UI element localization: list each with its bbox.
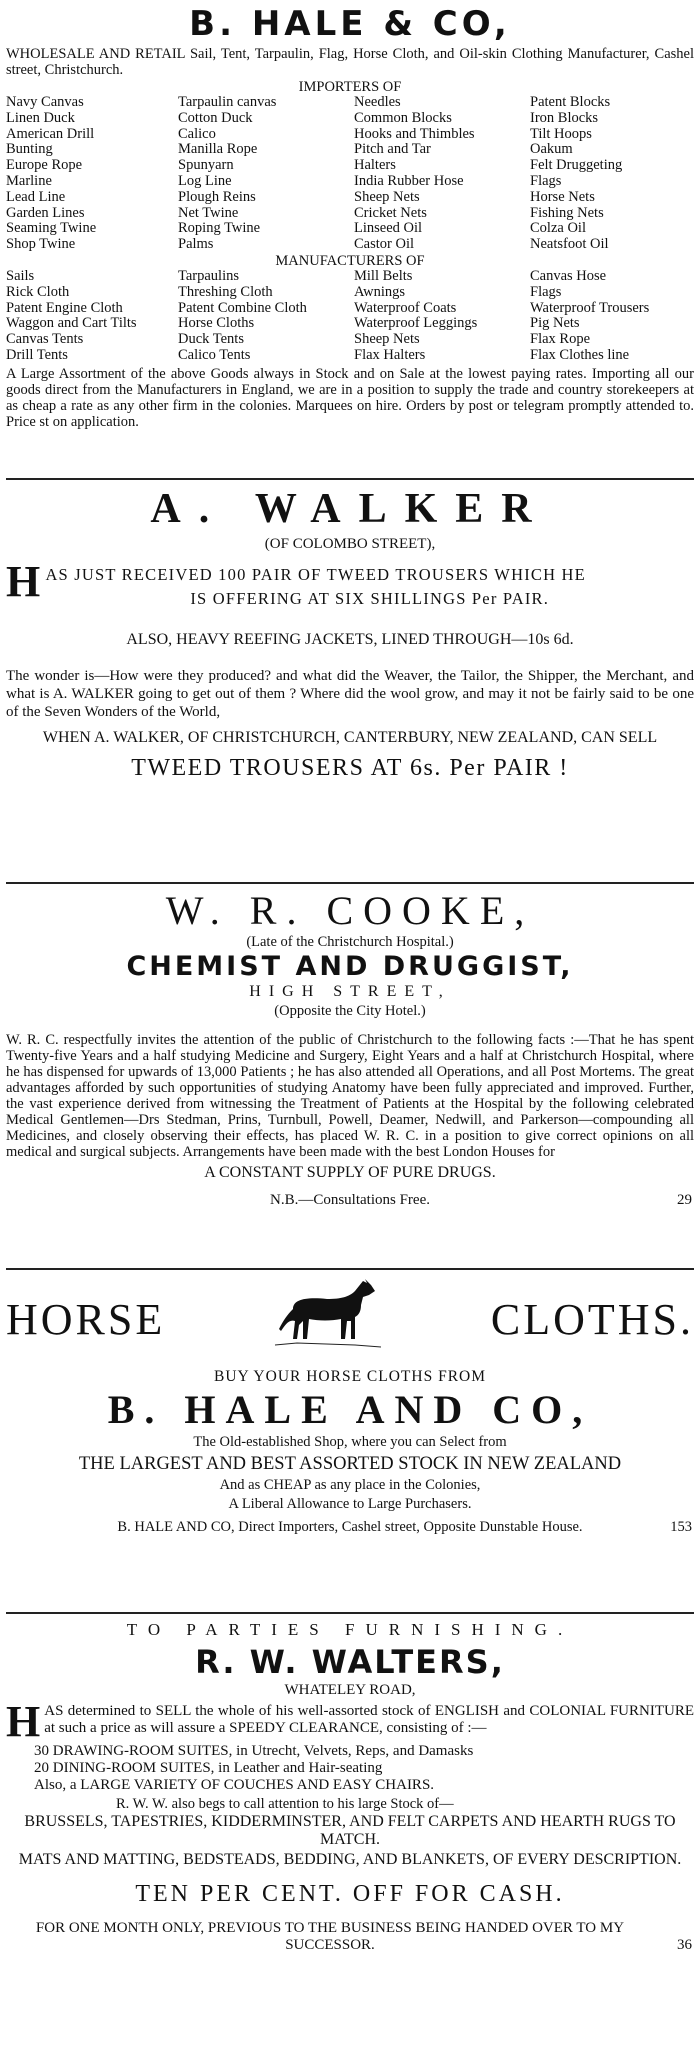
importers-item: Europe Rope bbox=[6, 158, 83, 174]
horse-firm: B. HALE AND CO, bbox=[107, 1387, 593, 1432]
cooke-body: W. R. C. respectfully invites the attention of the public of Christchurch to the following facts :—That he has spent Twenty-five Years and a half studying Medicine and Surgery, Eight Years and a half at Christchurch Hospital, where he has dispensed for upwards of 13,000 Patients ; he has also attended all Operations, and all Post Mortems. The great advantages afforded by such opportunities of studying Anatomy have been fully appreciated and improved. Further, the vast experience derived from witnessing the Treatment of Patients at the Hospital by the following celebrated Medical Gentlemen—Drs Stedman, Prins, Turnbull, Powell, Deamer, Nedwill, and Parkerson—compounding all Medicines, and closely observing their effects, has placed W. R. C. in a position to give correct opinions on all medical and surgical subjects. Arrangements have been made with the best London Houses for bbox=[6, 1032, 694, 1160]
manufacturers-item: Awnings bbox=[354, 284, 406, 300]
importers-item: Needles bbox=[354, 95, 401, 110]
importers-item: Iron Blocks bbox=[530, 110, 599, 126]
cooke-number: 29 bbox=[677, 1192, 692, 1208]
walker-ad bbox=[6, 484, 694, 782]
importers-item: Halters bbox=[354, 158, 396, 174]
importers-item: Palms bbox=[178, 237, 214, 253]
manufacturers-item: Flax Clothes line bbox=[530, 347, 630, 363]
importers-item: Calico bbox=[178, 126, 216, 142]
divider bbox=[6, 1268, 694, 1270]
manufacturers-item: Threshing Cloth bbox=[178, 284, 273, 300]
importers-item: Cricket Nets bbox=[354, 205, 427, 221]
horse-buy: BUY YOUR HORSE CLOTHS FROM bbox=[213, 1368, 487, 1385]
importers-item: Tilt Hoops bbox=[530, 126, 592, 142]
walters-intro: AS determined to SELL the whole of his well-assorted stock of ENGLISH and COLONIAL FURNITURE at such a price as will assure a SPEEDY CLEARANCE, consisting of :— bbox=[44, 1703, 694, 1736]
manufacturers-heading: MANUFACTURERS OF bbox=[275, 252, 425, 269]
manufacturers-item: Sails bbox=[6, 268, 35, 284]
importers-item: Spunyarn bbox=[178, 158, 234, 174]
walters-discount: TEN PER CENT. OFF FOR CASH. bbox=[135, 1881, 565, 1907]
hale-footer: A Large Assortment of the above Goods always in Stock and on Sale at the lowest paying rates. Importing all our goods direct from the Manufacturers in England, we are in a position to supply the trade and country storekeepers at as cheap a rate as any other firm in the colonies. Marquees on hire. Orders by post or telegram promptly attended to. Price st on application. bbox=[6, 365, 694, 430]
importers-item: Pitch and Tar bbox=[354, 142, 431, 158]
walters-month: FOR ONE MONTH ONLY, PREVIOUS TO THE BUSINESS BEING HANDED OVER TO MY SUCCESSOR. bbox=[35, 1920, 625, 1953]
importers-item: Common Blocks bbox=[354, 110, 452, 126]
walters-item2: 20 DINING-ROOM SUITES, in Leather and Hair-seating bbox=[34, 1760, 383, 1776]
importers-heading: IMPORTERS OF bbox=[298, 79, 402, 95]
walker-line2: IS OFFERING AT SIX SHILLINGS Per PAIR. bbox=[190, 589, 550, 608]
importers-item: Seaming Twine bbox=[6, 221, 97, 237]
importers-item: Castor Oil bbox=[354, 237, 415, 253]
manufacturers-item: Waterproof Trousers bbox=[530, 300, 650, 316]
walters-item3: Also, a LARGE VARIETY OF COUCHES AND EASY CHAIRS. bbox=[34, 1777, 435, 1793]
walters-mats: MATS AND MATTING, BEDSTEADS, BEDDING, AND BLANKETS, OF EVERY DESCRIPTION. bbox=[18, 1851, 682, 1868]
walters-heading: TO PARTIES FURNISHING. bbox=[126, 1620, 574, 1639]
cooke-profession: CHEMIST AND DRUGGIST, bbox=[126, 951, 574, 982]
importers-item: Lead Line bbox=[6, 189, 66, 205]
divider bbox=[6, 478, 694, 480]
importers-item: Net Twine bbox=[178, 205, 239, 221]
importers-item: Felt Druggeting bbox=[530, 158, 623, 174]
manufacturers-list bbox=[6, 269, 694, 364]
walters-road: WHATELEY ROAD, bbox=[284, 1682, 416, 1698]
importers-item: India Rubber Hose bbox=[354, 173, 464, 189]
walker-subtitle: (OF COLOMBO STREET), bbox=[264, 536, 436, 552]
divider bbox=[6, 1612, 694, 1614]
walters-number: 36 bbox=[677, 1937, 692, 1953]
manufacturers-item: Drill Tents bbox=[6, 347, 68, 363]
horse-largest: THE LARGEST AND BEST ASSORTED STOCK IN NEW ZEALAND bbox=[78, 1454, 622, 1474]
importers-item: Linseed Oil bbox=[354, 221, 423, 237]
manufacturers-item: Calico Tents bbox=[178, 347, 251, 363]
horse-shop: The Old-established Shop, where you can Select from bbox=[193, 1434, 507, 1450]
cooke-late: (Late of the Christchurch Hospital.) bbox=[246, 934, 454, 950]
importers-item: Horse Nets bbox=[530, 189, 595, 205]
horse-address: B. HALE AND CO, Direct Importers, Cashel street, Opposite Dunstable House. bbox=[117, 1519, 583, 1535]
importers-item: Sheep Nets bbox=[354, 189, 420, 205]
importers-item: Patent Blocks bbox=[530, 95, 611, 110]
walters-carpets: BRUSSELS, TAPESTRIES, KIDDERMINSTER, AND FELT CARPETS AND HEARTH RUGS TO MATCH. bbox=[24, 1813, 676, 1848]
walker-dropcap: H bbox=[6, 557, 42, 606]
importers-item: Shop Twine bbox=[6, 237, 76, 253]
cooke-supply: A CONSTANT SUPPLY OF PURE DRUGS. bbox=[204, 1164, 496, 1181]
manufacturers-item: Flags bbox=[530, 284, 562, 300]
walters-dropcap: H bbox=[6, 1697, 41, 1746]
cooke-title: W. R. COOKE, bbox=[165, 888, 535, 933]
importers-item: Bunting bbox=[6, 142, 53, 158]
cooke-opposite: (Opposite the City Hotel.) bbox=[274, 1003, 426, 1019]
manufacturers-item: Canvas Hose bbox=[530, 268, 607, 284]
manufacturers-item: Waterproof Leggings bbox=[354, 316, 478, 332]
manufacturers-item: Canvas Tents bbox=[6, 332, 84, 348]
horse-icon bbox=[263, 1275, 393, 1364]
importers-item: Colza Oil bbox=[530, 221, 586, 237]
cooke-street: HIGH STREET, bbox=[249, 983, 451, 1000]
importers-item: Roping Twine bbox=[178, 221, 261, 237]
importers-item: Linen Duck bbox=[6, 110, 75, 126]
walker-when: WHEN A. WALKER, OF CHRISTCHURCH, CANTERBURY, NEW ZEALAND, CAN SELL bbox=[42, 729, 658, 746]
importers-item: Navy Canvas bbox=[6, 95, 84, 110]
horse-number: 153 bbox=[670, 1519, 692, 1535]
hale-intro: WHOLESALE AND RETAIL Sail, Tent, Tarpaulin, Flag, Horse Cloth, and Oil-skin Clothing Manufacturer, Cashel street, Christchurch. bbox=[6, 46, 694, 78]
importers-item: Manilla Rope bbox=[178, 142, 258, 158]
walker-tagline: TWEED TROUSERS AT 6s. Per PAIR ! bbox=[131, 755, 569, 781]
walker-line1: AS JUST RECEIVED 100 PAIR OF TWEED TROUSERS WHICH HE bbox=[45, 565, 586, 584]
manufacturers-item: Tarpaulins bbox=[178, 268, 239, 284]
manufacturers-item: Flax Halters bbox=[354, 347, 426, 363]
manufacturers-item: Patent Combine Cloth bbox=[178, 300, 307, 316]
cooke-nb: N.B.—Consultations Free. bbox=[270, 1192, 430, 1208]
importers-item: Marline bbox=[6, 173, 52, 189]
importers-item: Fishing Nets bbox=[530, 205, 604, 221]
walker-body: The wonder is—How were they produced? and what did the Weaver, the Tailor, the Shipper, the Merchant, and what is A. WALKER going to get out of them ? Where did the wool grow, and may it not be fairly said to be one of the Seven Wonders of the World, bbox=[6, 668, 694, 720]
manufacturers-item: Mill Belts bbox=[354, 268, 413, 284]
manufacturers-item: Rick Cloth bbox=[6, 284, 70, 300]
manufacturers-item: Waterproof Coats bbox=[354, 300, 457, 316]
importers-item: Neatsfoot Oil bbox=[530, 237, 609, 253]
importers-item: Plough Reins bbox=[178, 189, 256, 205]
importers-item: Cotton Duck bbox=[178, 110, 253, 126]
walters-title: R. W. WALTERS, bbox=[195, 1643, 505, 1681]
horse-right: CLOTHS. bbox=[490, 1294, 694, 1344]
horse-allowance: A Liberal Allowance to Large Purchasers. bbox=[228, 1496, 472, 1512]
manufacturers-item: Waggon and Cart Tilts bbox=[6, 316, 137, 332]
hale-title: B. HALE & CO, bbox=[189, 4, 511, 44]
importers-item: Tarpaulin canvas bbox=[178, 95, 277, 110]
manufacturers-item: Pig Nets bbox=[530, 316, 580, 332]
importers-item: Hooks and Thimbles bbox=[354, 126, 475, 142]
importers-item: American Drill bbox=[6, 126, 95, 142]
manufacturers-item: Duck Tents bbox=[178, 332, 244, 348]
horse-ad bbox=[6, 1276, 694, 1537]
horse-cheap: And as CHEAP as any place in the Colonies, bbox=[219, 1477, 481, 1493]
walker-title: A. WALKER bbox=[150, 486, 550, 532]
walters-also: R. W. W. also begs to call attention to his large Stock of— bbox=[116, 1796, 454, 1812]
manufacturers-item: Sheep Nets bbox=[354, 332, 420, 348]
manufacturers-item: Flax Rope bbox=[530, 332, 591, 348]
walters-ad bbox=[6, 1620, 694, 1954]
divider bbox=[6, 882, 694, 884]
importers-item: Garden Lines bbox=[6, 205, 85, 221]
cooke-ad bbox=[6, 888, 694, 1212]
manufacturers-item: Horse Cloths bbox=[178, 316, 255, 332]
walker-also: ALSO, HEAVY REEFING JACKETS, LINED THROUGH—10s 6d. bbox=[126, 631, 574, 648]
manufacturers-item: Patent Engine Cloth bbox=[6, 300, 123, 316]
importers-item: Oakum bbox=[530, 142, 573, 158]
hale-ad bbox=[6, 4, 694, 430]
walters-item1: 30 DRAWING-ROOM SUITES, in Utrecht, Velvets, Reps, and Damasks bbox=[34, 1743, 474, 1759]
importers-list bbox=[6, 95, 694, 253]
importers-item: Flags bbox=[530, 173, 562, 189]
horse-left: HORSE bbox=[6, 1294, 166, 1344]
importers-item: Log Line bbox=[178, 173, 232, 189]
